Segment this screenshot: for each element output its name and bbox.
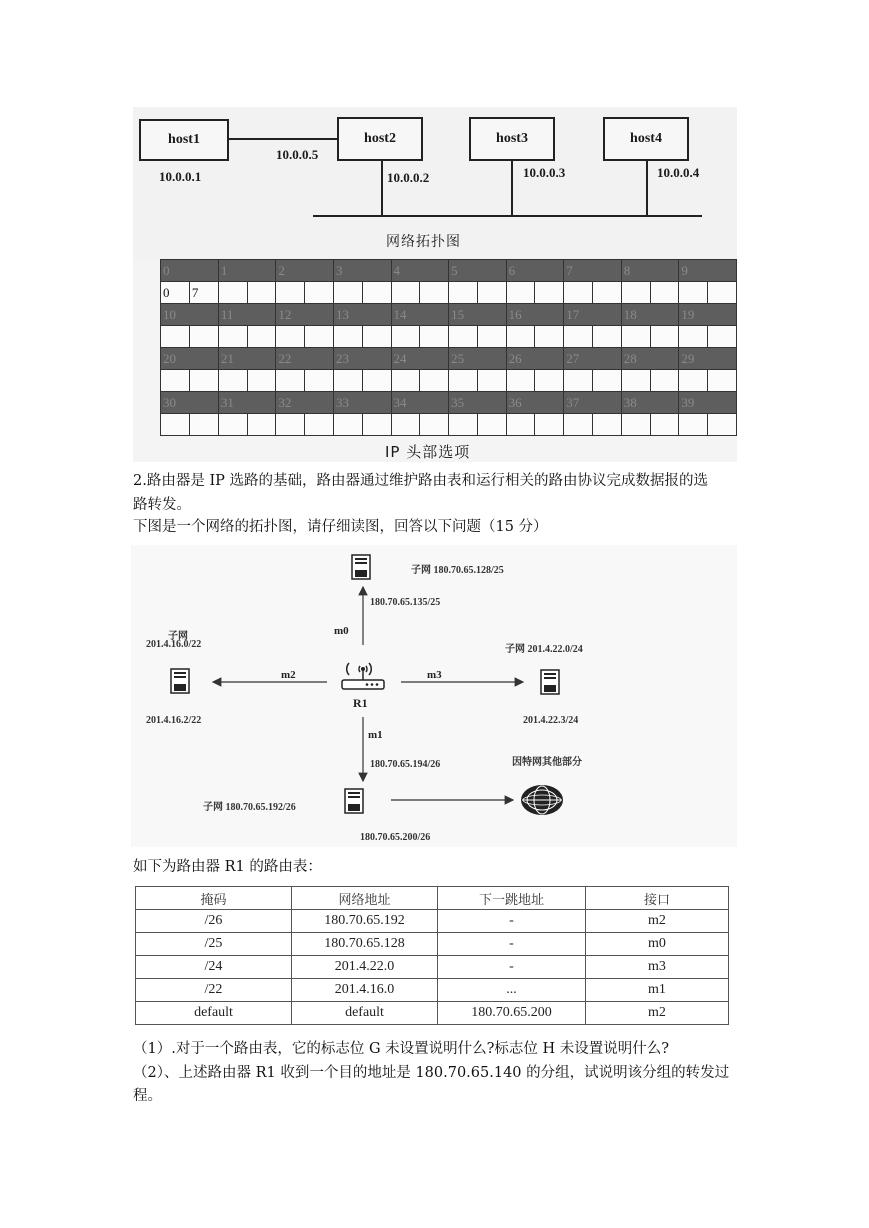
sub-question-1: （1）.对于一个路由表，它的标志位 G 未设置说明什么?标志位 H 未设置说明什么?	[133, 1041, 670, 1057]
sub-question-2-line2: 程。	[133, 1088, 162, 1104]
host2-drop	[381, 159, 383, 216]
cell-interface: m2	[586, 910, 729, 933]
grid-cell	[506, 370, 535, 392]
host2-label: host2	[364, 131, 396, 146]
bottom-subnet-label: 子网 180.70.65.192/26	[203, 802, 296, 813]
ip-options-grid	[160, 259, 737, 436]
grid-cell	[679, 282, 708, 304]
left-subnet-label: 201.4.16.0/22	[146, 639, 202, 650]
grid-number-cell: 33	[333, 392, 391, 414]
grid-number-cell: 21	[218, 348, 276, 370]
grid-cell	[506, 326, 535, 348]
host4-box	[603, 117, 689, 161]
grid-cell	[708, 326, 737, 348]
grid-cell	[276, 414, 305, 436]
grid-cell	[333, 414, 362, 436]
internet-globe-icon	[519, 783, 565, 817]
cell-network: 180.70.65.192	[292, 910, 438, 933]
grid-cell	[362, 370, 391, 392]
grid-number-cell: 31	[218, 392, 276, 414]
grid-number-cell: 35	[449, 392, 507, 414]
grid-cell	[420, 370, 449, 392]
grid-cell	[477, 326, 506, 348]
grid-cell	[218, 326, 247, 348]
grid-cell	[506, 414, 535, 436]
grid-cell	[679, 326, 708, 348]
router-topology-figure	[131, 545, 737, 847]
grid-cell	[420, 282, 449, 304]
grid-cell	[621, 282, 650, 304]
grid-row	[161, 304, 737, 326]
host1-box	[139, 119, 229, 161]
grid-cell	[218, 282, 247, 304]
grid-cell	[218, 370, 247, 392]
server-icon-top	[350, 554, 372, 580]
host4-ip: 10.0.0.4	[657, 165, 700, 180]
grid-cell	[449, 370, 478, 392]
grid-number-cell: 9	[679, 260, 737, 282]
cell-interface: m1	[586, 979, 729, 1002]
grid-cell	[305, 370, 334, 392]
grid-number-cell: 2	[276, 260, 334, 282]
grid-cell	[276, 282, 305, 304]
m3-label: m3	[427, 669, 442, 681]
grid-cell	[621, 370, 650, 392]
grid-number-cell: 13	[333, 304, 391, 326]
grid-cell	[650, 370, 679, 392]
grid-cell	[333, 282, 362, 304]
grid-number-cell: 16	[506, 304, 564, 326]
grid-number-cell: 28	[621, 348, 679, 370]
grid-number-cell: 12	[276, 304, 334, 326]
left-subnet-word: 子网	[168, 631, 188, 642]
right-ip-label: 201.4.22.3/24	[523, 715, 579, 726]
cell-mask: default	[136, 1002, 292, 1025]
grid-cell	[305, 282, 334, 304]
grid-cell	[362, 282, 391, 304]
grid-number-cell: 27	[564, 348, 622, 370]
grid-number-cell: 8	[621, 260, 679, 282]
left-ip-label: 201.4.16.2/22	[146, 715, 202, 726]
cell-mask: /22	[136, 979, 292, 1002]
bus-line	[313, 215, 702, 217]
host3-label: host3	[496, 131, 528, 146]
cell-interface: m2	[586, 1002, 729, 1025]
host4-drop	[646, 159, 648, 216]
grid-number-cell: 37	[564, 392, 622, 414]
grid-number-cell: 18	[621, 304, 679, 326]
question2-intro-line2: 路转发。	[133, 497, 191, 513]
sub-question-2-line1: （2）、上述路由器 R1 收到一个目的地址是 180.70.65.140 的分组，试说明该分组的转发过	[133, 1065, 730, 1081]
grid-cell	[420, 414, 449, 436]
grid-cell	[621, 414, 650, 436]
grid-number-cell: 30	[161, 392, 219, 414]
grid-number-cell: 19	[679, 304, 737, 326]
server-icon-bottom	[343, 788, 365, 814]
grid-cell	[161, 326, 190, 348]
grid-number-cell: 7	[564, 260, 622, 282]
grid-number-cell: 6	[506, 260, 564, 282]
grid-number-cell: 11	[218, 304, 276, 326]
ip-options-figure	[133, 259, 737, 462]
grid-number-cell: 29	[679, 348, 737, 370]
grid-cell	[333, 370, 362, 392]
grid-cell	[477, 282, 506, 304]
grid-cell	[708, 414, 737, 436]
cell-next-hop: -	[438, 910, 586, 933]
grid-cell	[449, 414, 478, 436]
grid-cell	[650, 282, 679, 304]
cell-next-hop: ...	[438, 979, 586, 1002]
grid-number-cell: 24	[391, 348, 449, 370]
grid-number-cell: 23	[333, 348, 391, 370]
grid-cell	[161, 414, 190, 436]
cell-next-hop: 180.70.65.200	[438, 1002, 586, 1025]
router-label: R1	[353, 696, 368, 710]
grid-cell	[650, 326, 679, 348]
grid-cell	[420, 326, 449, 348]
cell-next-hop: -	[438, 956, 586, 979]
cell-network: 201.4.16.0	[292, 979, 438, 1002]
question2-prompt: 下图是一个网络的拓扑图，请仔细读图，回答以下问题（15 分）	[133, 519, 548, 535]
grid-cell	[391, 282, 420, 304]
link-ip: 10.0.0.5	[276, 147, 319, 162]
header-mask: 掩码	[136, 887, 292, 910]
grid-row	[161, 260, 737, 282]
grid-cell	[621, 326, 650, 348]
cell-interface: m0	[586, 933, 729, 956]
server-icon-left	[169, 668, 191, 694]
grid-cell	[477, 414, 506, 436]
header-next-hop: 下一跳地址	[438, 887, 586, 910]
right-subnet-label: 子网 201.4.22.0/24	[505, 644, 583, 655]
routing-table-header-row	[136, 887, 729, 910]
grid-number-cell: 0	[161, 260, 219, 282]
top-subnet-label: 子网 180.70.65.128/25	[411, 565, 504, 576]
grid-number-cell: 5	[449, 260, 507, 282]
grid-cell	[535, 414, 564, 436]
table-row	[136, 956, 729, 979]
grid-cell	[247, 282, 276, 304]
grid-cell	[477, 370, 506, 392]
bottom-ip-label: 180.70.65.200/26	[360, 832, 431, 843]
host3-box	[469, 117, 555, 161]
grid-cell	[391, 414, 420, 436]
grid-cell	[391, 326, 420, 348]
grid-cell	[218, 414, 247, 436]
cell-next-hop: -	[438, 933, 586, 956]
m2-label: m2	[281, 669, 296, 681]
grid-cell: 0	[161, 282, 190, 304]
grid-number-cell: 15	[449, 304, 507, 326]
grid-cell	[362, 326, 391, 348]
grid-number-cell: 10	[161, 304, 219, 326]
grid-cell	[189, 414, 218, 436]
grid-cell	[391, 370, 420, 392]
grid-cell	[362, 414, 391, 436]
header-interface: 接口	[586, 887, 729, 910]
network-topology-figure	[133, 107, 737, 259]
table-intro: 如下为路由器 R1 的路由表：	[133, 859, 322, 875]
table-row	[136, 1002, 729, 1025]
cell-network: 201.4.22.0	[292, 956, 438, 979]
grid-row	[161, 414, 737, 436]
routing-table	[135, 886, 729, 1025]
grid-row	[161, 282, 737, 304]
grid-cell	[564, 414, 593, 436]
grid-cell	[564, 370, 593, 392]
grid-cell	[650, 414, 679, 436]
ip-options-caption: IP 头部选项	[385, 443, 471, 461]
grid-cell	[247, 370, 276, 392]
grid-number-cell: 26	[506, 348, 564, 370]
cell-mask: /26	[136, 910, 292, 933]
grid-cell	[449, 282, 478, 304]
cell-mask: /24	[136, 956, 292, 979]
grid-cell: 7	[189, 282, 218, 304]
grid-cell	[535, 370, 564, 392]
cell-network: 180.70.65.128	[292, 933, 438, 956]
grid-cell	[708, 282, 737, 304]
grid-number-cell: 39	[679, 392, 737, 414]
grid-cell	[593, 282, 622, 304]
grid-cell	[535, 282, 564, 304]
host3-drop	[511, 159, 513, 216]
server-icon-right	[539, 669, 561, 695]
grid-number-cell: 25	[449, 348, 507, 370]
question2-intro-line1: 2.路由器是 IP 选路的基础，路由器通过维护路由表和运行相关的路由协议完成数据报的选	[133, 473, 709, 489]
grid-cell	[189, 370, 218, 392]
table-row	[136, 910, 729, 933]
grid-number-cell: 17	[564, 304, 622, 326]
grid-number-cell: 32	[276, 392, 334, 414]
bottom-link-ip: 180.70.65.194/26	[370, 759, 441, 770]
grid-number-cell: 36	[506, 392, 564, 414]
grid-number-cell: 1	[218, 260, 276, 282]
grid-row	[161, 370, 737, 392]
grid-cell	[449, 326, 478, 348]
grid-cell	[708, 370, 737, 392]
grid-row	[161, 392, 737, 414]
grid-number-cell: 14	[391, 304, 449, 326]
grid-number-cell: 20	[161, 348, 219, 370]
host1-host2-link	[227, 138, 337, 140]
table-row	[136, 979, 729, 1002]
grid-cell	[247, 414, 276, 436]
host2-ip: 10.0.0.2	[387, 170, 430, 185]
grid-cell	[679, 370, 708, 392]
internet-label: 因特网其他部分	[512, 757, 582, 768]
grid-cell	[593, 326, 622, 348]
grid-cell	[276, 370, 305, 392]
grid-number-cell: 34	[391, 392, 449, 414]
m1-label: m1	[368, 729, 383, 741]
grid-cell	[333, 326, 362, 348]
grid-cell	[161, 370, 190, 392]
cell-mask: /25	[136, 933, 292, 956]
host3-ip: 10.0.0.3	[523, 165, 566, 180]
grid-number-cell: 38	[621, 392, 679, 414]
grid-number-cell: 22	[276, 348, 334, 370]
grid-cell	[564, 282, 593, 304]
grid-cell	[247, 326, 276, 348]
host1-ip: 10.0.0.1	[159, 169, 202, 184]
host4-label: host4	[630, 131, 662, 146]
cell-interface: m3	[586, 956, 729, 979]
host1-label: host1	[168, 132, 200, 147]
grid-cell	[593, 370, 622, 392]
table-row	[136, 933, 729, 956]
grid-cell	[189, 326, 218, 348]
grid-cell	[276, 326, 305, 348]
topology-caption: 网络拓扑图	[386, 234, 461, 250]
grid-cell	[305, 326, 334, 348]
grid-cell	[305, 414, 334, 436]
m0-label: m0	[334, 625, 349, 637]
grid-number-cell: 4	[391, 260, 449, 282]
grid-cell	[506, 282, 535, 304]
grid-cell	[679, 414, 708, 436]
grid-cell	[564, 326, 593, 348]
grid-number-cell: 3	[333, 260, 391, 282]
grid-cell	[535, 326, 564, 348]
cell-network: default	[292, 1002, 438, 1025]
router-icon	[339, 653, 387, 693]
grid-cell	[593, 414, 622, 436]
host2-box	[337, 117, 423, 161]
grid-row	[161, 326, 737, 348]
grid-row	[161, 348, 737, 370]
top-link-ip: 180.70.65.135/25	[370, 597, 441, 608]
header-network: 网络地址	[292, 887, 438, 910]
